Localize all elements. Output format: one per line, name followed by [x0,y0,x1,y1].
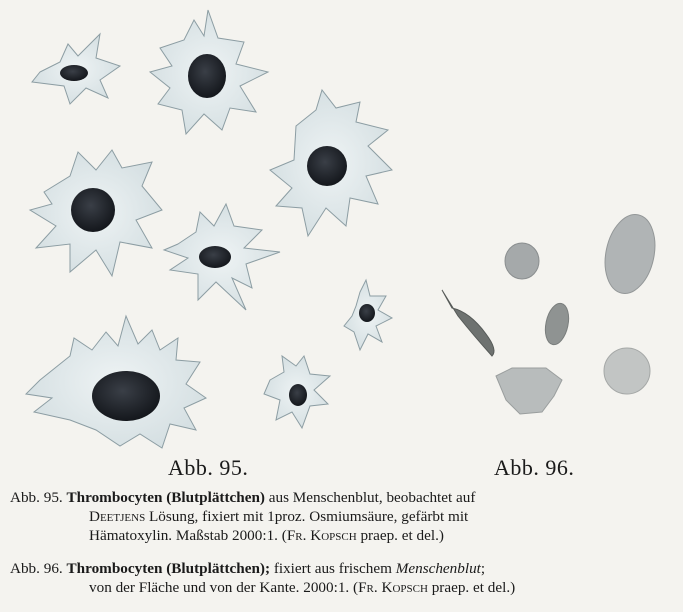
caption-text: von der Fläche und von der Kante. 2000:1. ( [89,579,359,596]
caption-text: aus Menschenblut, beobachtet auf [268,489,476,506]
platelet-flat-view [604,348,650,394]
thrombocyte-cell [344,280,392,350]
caption-prefix: Abb. 96. [10,560,63,577]
caption-author: Fr. Kopsch [286,527,357,544]
caption-name: Deetjens [89,508,146,525]
caption-prefix: Abb. 95. [10,489,63,506]
platelet-flat-view [496,368,562,414]
caption-title: Thrombocyten (Blutplättchen) [66,489,265,506]
caption-text: Hämatoxylin. Maßstab 2000:1. ( [89,527,287,544]
figure-96-caption [10,559,675,597]
caption-author: Fr. Kopsch [358,579,428,596]
thrombocyte-cell [32,34,120,104]
caption-italic: Menschenblut [395,560,481,577]
figure-96-label: Abb. 96. [494,455,575,480]
thrombocyte-cell [30,150,162,276]
thrombocyte-cell [164,204,280,310]
thrombocyte-cell [150,10,268,134]
platelet-flat-view [505,243,539,279]
caption-text: Lösung, fixiert mit 1proz. Osmiumsäure, gefärbt mit [148,508,469,525]
thrombocyte-cell [264,356,330,428]
caption-text: ; [480,560,486,577]
figure-96-platelets [442,210,662,414]
caption-text: fixiert aus frischem [273,560,392,577]
platelet-edge-view [442,290,494,356]
figure-95-label: Abb. 95. [168,455,249,480]
caption-text: praep. et del.) [431,579,516,596]
caption-title: Thrombocyten (Blutplättchen); [66,560,271,577]
caption-text: praep. et del.) [360,527,444,544]
platelet-edge-view [542,301,572,347]
figure-95-thrombocytes [26,10,392,448]
thrombocyte-cell [270,90,392,236]
thrombocyte-cell [26,316,206,448]
figure-95-caption [10,488,675,545]
platelet-flat-view [598,210,662,298]
